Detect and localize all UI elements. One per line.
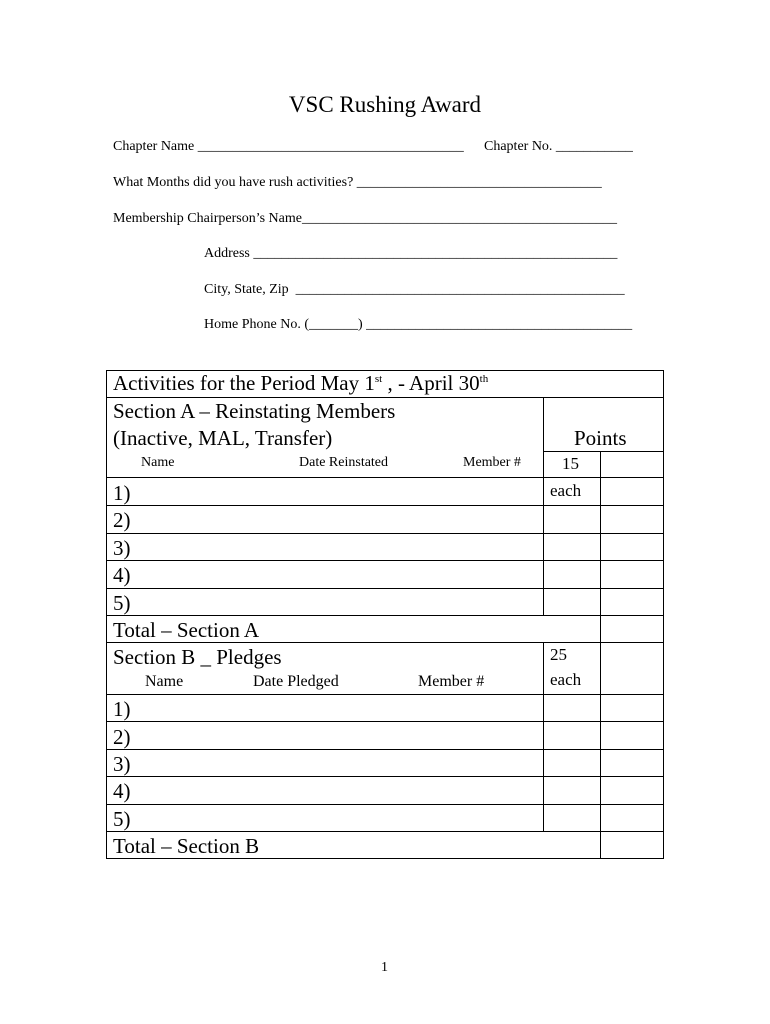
b-col-name: Name: [145, 673, 184, 690]
b-row-3: 3): [113, 752, 131, 776]
b-col-date: Date Pledged: [253, 673, 339, 690]
city-state-zip-field: City, State, Zip _______________________________________________: [204, 282, 625, 297]
b-row-2: 2): [113, 725, 131, 749]
points-header: Points: [574, 426, 627, 450]
b-row-4: 4): [113, 779, 131, 803]
page-number: 1: [381, 960, 388, 975]
a-row-2: 2): [113, 508, 131, 532]
a-row-5: 5): [113, 591, 131, 615]
b-row-1: 1): [113, 697, 131, 721]
b-row-5: 5): [113, 807, 131, 831]
a-col-member: Member #: [463, 455, 521, 470]
section-a-title: Section A – Reinstating Members: [113, 399, 396, 423]
address-field: Address ____________________________________________________: [204, 246, 618, 261]
a-total: Total – Section A: [113, 618, 260, 642]
chapter-no-field: Chapter No. ___________: [484, 139, 633, 154]
a-row-1: 1): [113, 481, 131, 505]
chapter-name-field: Chapter Name ______________________________________: [113, 139, 464, 154]
rush-months-field: What Months did you have rush activities? ___________________________________: [113, 175, 602, 190]
section-b-title: Section B _ Pledges: [113, 645, 282, 669]
section-a-subtitle: (Inactive, MAL, Transfer): [113, 426, 333, 450]
period-heading: Activities for the Period May 1st , - April 30th: [113, 371, 489, 395]
a-row-4: 4): [113, 563, 131, 587]
a-points-value: 15: [562, 454, 579, 473]
a-row-3: 3): [113, 536, 131, 560]
b-points-unit: each: [550, 670, 582, 689]
chairperson-field: Membership Chairperson’s Name_____________________________________________: [113, 211, 617, 226]
b-total: Total – Section B: [113, 834, 260, 858]
a-col-name: Name: [141, 455, 175, 470]
a-points-unit: each: [550, 481, 582, 500]
b-col-member: Member #: [418, 673, 485, 690]
page-title: VSC Rushing Award: [288, 92, 482, 117]
home-phone-field: Home Phone No. (_______) ______________________________________: [204, 317, 633, 332]
b-points-value: 25: [550, 645, 567, 664]
a-col-date: Date Reinstated: [299, 455, 389, 470]
